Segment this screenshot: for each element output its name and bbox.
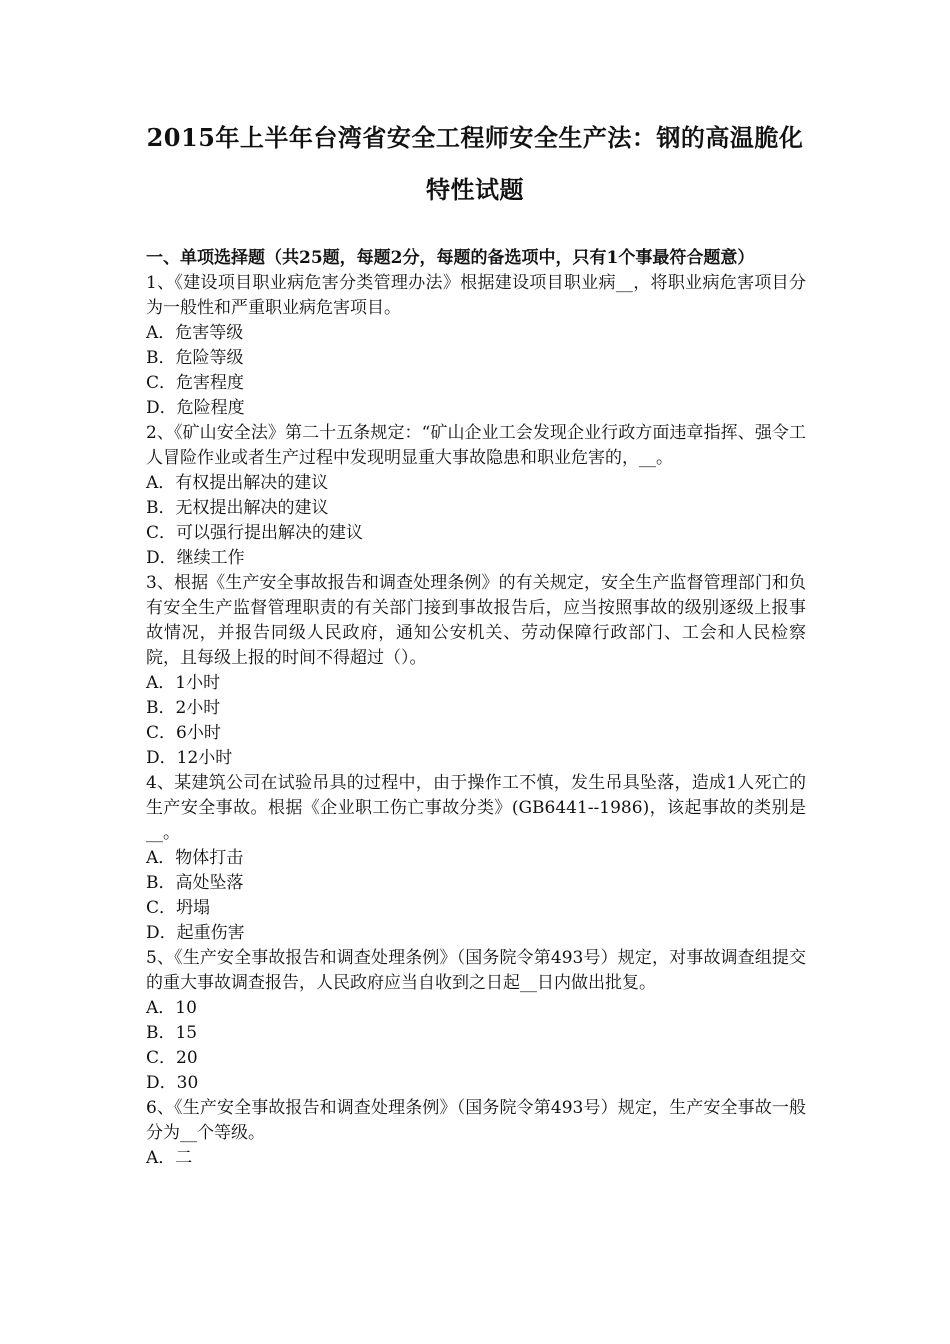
question-4 bbox=[146, 771, 806, 946]
question-text: 4、某建筑公司在试验吊具的过程中，由于操作工不慎，发生吊具坠落，造成1人死亡的生产安全事故。根据《企业职工伤亡事故分类》(GB6441--1986)，该起事故的类别是__。 bbox=[146, 773, 806, 843]
option-b: B．危险等级 bbox=[146, 348, 244, 368]
question-1 bbox=[146, 271, 806, 421]
option-c: C．可以强行提出解决的建议 bbox=[146, 523, 364, 543]
section-heading: 一、单项选择题（共25题，每题2分，每题的备选项中，只有1个事最符合题意） bbox=[146, 248, 755, 268]
question-text: 2、《矿山安全法》第二十五条规定：“矿山企业工会发现企业行政方面违章指挥、强令工人冒险作业或者生产过程中发现明显重大事故隐患和职业危害的，__。 bbox=[146, 423, 806, 468]
document-title: 2015年上半年台湾省安全工程师安全生产法：钢的高温脆化特性试题 bbox=[146, 123, 804, 204]
document-body bbox=[146, 246, 806, 1171]
option-c: C．危害程度 bbox=[146, 373, 245, 393]
question-text: 6、《生产安全事故报告和调查处理条例》（国务院令第493号）规定，生产安全事故一般分为__个等级。 bbox=[146, 1098, 806, 1143]
option-b: B．2小时 bbox=[146, 698, 221, 718]
option-b: B．高处坠落 bbox=[146, 873, 244, 893]
question-text: 1、《建设项目职业病危害分类管理办法》根据建设项目职业病__，将职业病危害项目分为一般性和严重职业病危害项目。 bbox=[146, 273, 806, 318]
option-c: C．6小时 bbox=[146, 723, 221, 743]
option-a: A．10 bbox=[146, 998, 197, 1018]
question-2 bbox=[146, 421, 806, 571]
question-5 bbox=[146, 946, 806, 1096]
option-d: D．起重伤害 bbox=[146, 923, 245, 943]
question-text: 3、根据《生产安全事故报告和调查处理条例》的有关规定，安全生产监督管理部门和负有安全生产监督管理职责的有关部门接到事故报告后，应当按照事故的级别逐级上报事故情况，并报告同级人民政府，通知公安机关、劳动保障行政部门、工会和人民检察院，且每级上报的时间不得超过（）。 bbox=[146, 573, 806, 668]
option-a: A．物体打击 bbox=[146, 848, 244, 868]
question-6 bbox=[146, 1096, 806, 1171]
question-text: 5、《生产安全事故报告和调查处理条例》（国务院令第493号）规定，对事故调查组提交的重大事故调查报告，人民政府应当自收到之日起__日内做出批复。 bbox=[146, 948, 806, 993]
question-3 bbox=[146, 571, 806, 771]
option-a: A．1小时 bbox=[146, 673, 221, 693]
option-d: D．30 bbox=[146, 1073, 199, 1093]
option-d: D．危险程度 bbox=[146, 398, 245, 418]
option-a: A．二 bbox=[146, 1148, 193, 1168]
option-b: B．无权提出解决的建议 bbox=[146, 498, 329, 518]
option-c: C．坍塌 bbox=[146, 898, 211, 918]
option-b: B．15 bbox=[146, 1023, 198, 1043]
option-c: C．20 bbox=[146, 1048, 198, 1068]
option-d: D．12小时 bbox=[146, 748, 233, 768]
option-a: A．有权提出解决的建议 bbox=[146, 473, 329, 493]
option-d: D．继续工作 bbox=[146, 548, 245, 568]
option-a: A．危害等级 bbox=[146, 323, 244, 343]
